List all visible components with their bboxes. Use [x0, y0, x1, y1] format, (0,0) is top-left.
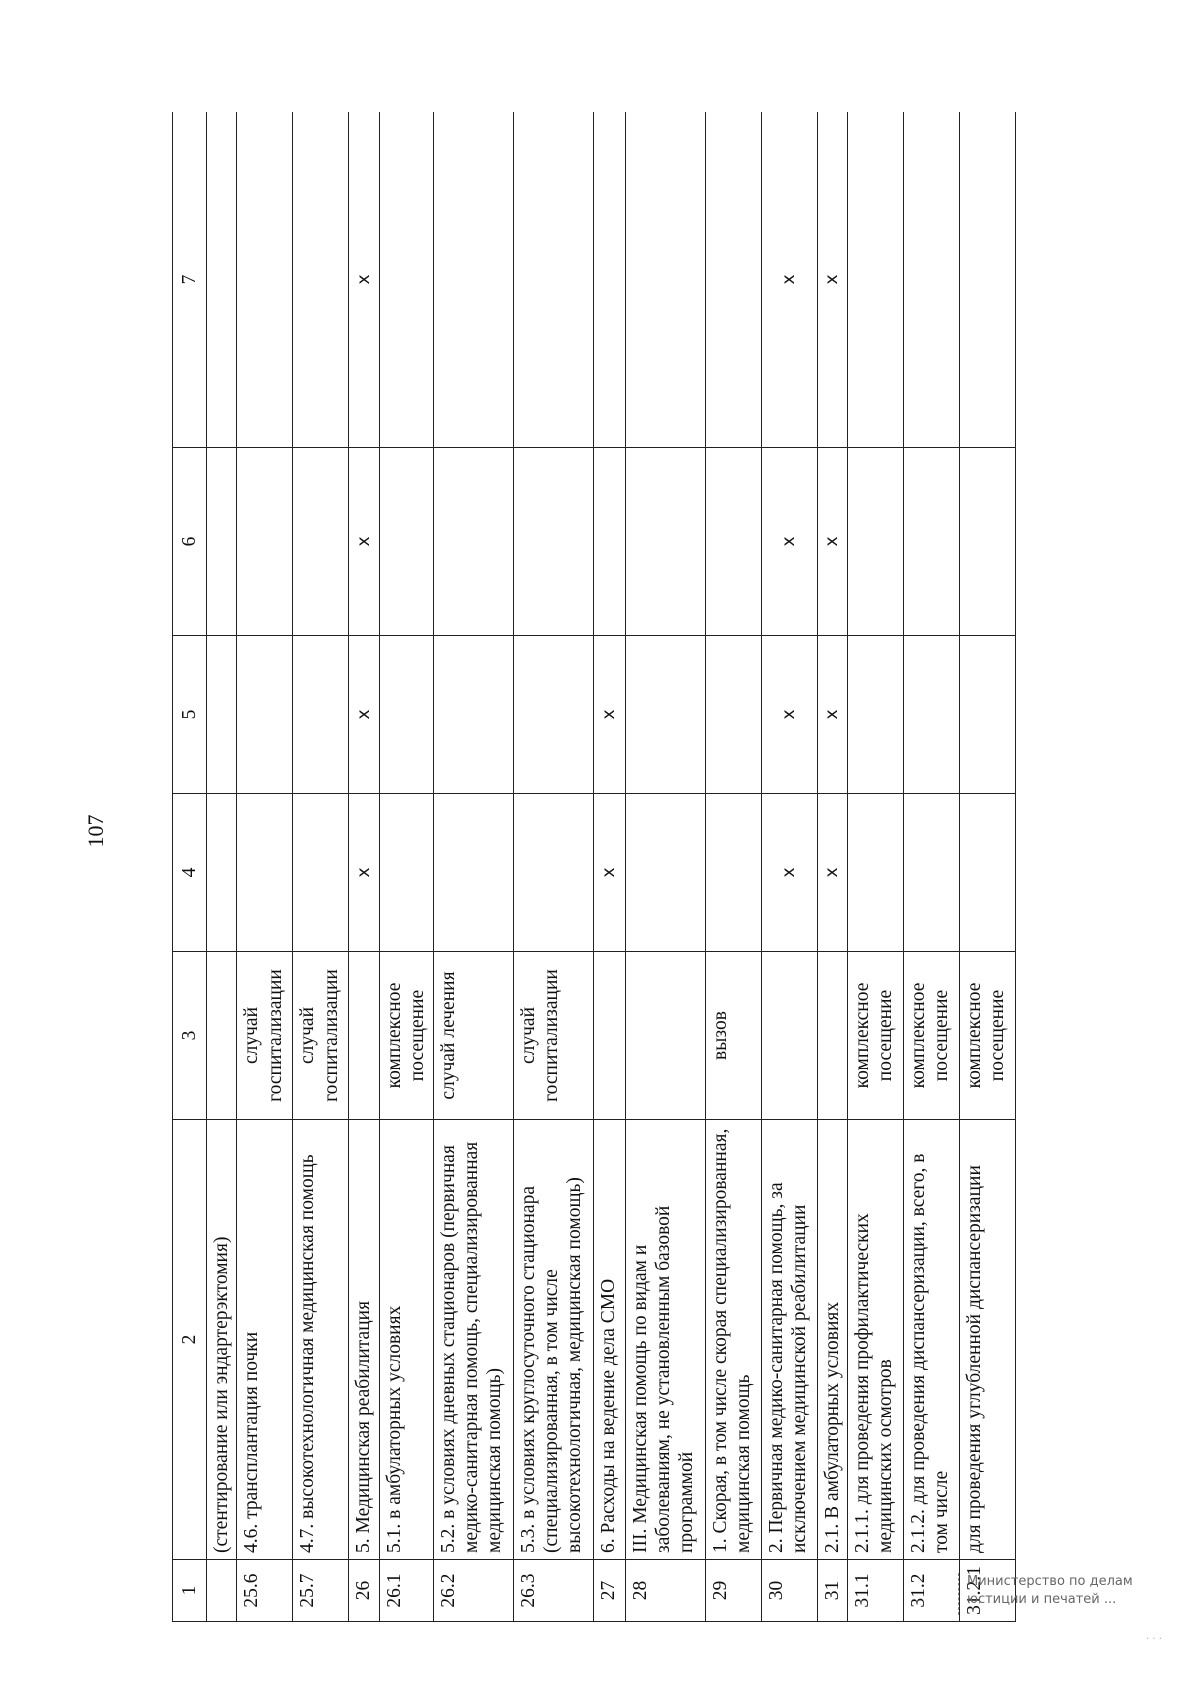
table-cell-col-5 — [433, 636, 513, 794]
table-cell-col-5: x — [349, 636, 379, 794]
table-row — [237, 112, 293, 1622]
table-cell-col-2: 1. Скорая, в том числе скорая специализированная, медицинская помощь — [705, 1120, 761, 1560]
table-cell-col-4 — [625, 794, 705, 952]
table-cell-col-5 — [705, 636, 761, 794]
table-cell-col-6 — [847, 448, 903, 636]
table-cell-col-2: 5. Медицинская реабилитация — [349, 1120, 379, 1560]
table-cell-col-6 — [237, 448, 293, 636]
table-cell-col-7 — [293, 112, 349, 448]
table-cell-col-4 — [207, 794, 237, 952]
table-cell-col-1: 31 — [817, 1560, 847, 1622]
table-cell-col-2: (стентирование или эндартерэктомия) — [207, 1120, 237, 1560]
table-cell-col-2: 2. Первичная медико-санитарная помощь, за исключением медицинской реабилитации — [761, 1120, 817, 1560]
table-cell-col-6 — [513, 448, 593, 636]
stamp-line-1: Министерство по делам — [967, 1574, 1133, 1589]
table-cell-col-6 — [959, 448, 1015, 636]
table-cell-col-2: 5.2. в условиях дневных стационаров (первичная медико-санитарная помощь, специализированная медицинская помощь) — [433, 1120, 513, 1560]
header-col-1: 1 — [173, 1560, 207, 1622]
table-cell-col-2: для проведения углубленной диспансеризации — [959, 1120, 1015, 1560]
table-cell-col-4 — [293, 794, 349, 952]
table-cell-col-4 — [847, 794, 903, 952]
table-cell-col-5 — [903, 636, 959, 794]
table-cell-col-3: комплексное посещение — [847, 952, 903, 1120]
table-cell-col-4: x — [817, 794, 847, 952]
table-row — [293, 112, 349, 1622]
table-cell-col-2: 4.6. трансплантация почки — [237, 1120, 293, 1560]
table-cell-col-5 — [237, 636, 293, 794]
header-col-6: 6 — [173, 448, 207, 636]
table-cell-col-1: 25.6 — [237, 1560, 293, 1622]
table-cell-col-4: x — [349, 794, 379, 952]
table-cell-col-4 — [903, 794, 959, 952]
table-cell-col-3 — [761, 952, 817, 1120]
table-cell-col-4 — [959, 794, 1015, 952]
page-number: 107 — [83, 814, 108, 848]
table-cell-col-1: 26.2 — [433, 1560, 513, 1622]
table-row — [379, 112, 433, 1622]
header-col-3: 3 — [173, 952, 207, 1120]
table-cell-col-7 — [625, 112, 705, 448]
table-cell-col-7: x — [817, 112, 847, 448]
table-cell-col-4 — [705, 794, 761, 952]
table-cell-col-7 — [513, 112, 593, 448]
table-cell-col-6: x — [761, 448, 817, 636]
table-cell-col-4: x — [593, 794, 625, 952]
header-col-4: 4 — [173, 794, 207, 952]
table-cell-col-3: случай госпитализации — [513, 952, 593, 1120]
table-cell-col-6 — [379, 448, 433, 636]
header-col-5: 5 — [173, 636, 207, 794]
table-cell-col-2: 2.1. В амбулаторных условиях — [817, 1120, 847, 1560]
table-cell-col-6: x — [349, 448, 379, 636]
table-cell-col-1: 29 — [705, 1560, 761, 1622]
table-cell-col-7 — [379, 112, 433, 448]
table-cell-col-7 — [903, 112, 959, 448]
table-cell-col-2: 2.1.1. для проведения профилактических медицинских осмотров — [847, 1120, 903, 1560]
table-cell-col-3: случай госпитализации — [237, 952, 293, 1120]
table-cell-col-4 — [433, 794, 513, 952]
table-cell-col-3: комплексное посещение — [959, 952, 1015, 1120]
table-cell-col-2: 6. Расходы на ведение дела СМО — [593, 1120, 625, 1560]
table-cell-col-3 — [817, 952, 847, 1120]
table-cell-col-4 — [237, 794, 293, 952]
table-cell-col-2: 4.7. высокотехнологичная медицинская помощь — [293, 1120, 349, 1560]
table-cell-col-5 — [293, 636, 349, 794]
table-cell-col-3: комплексное посещение — [903, 952, 959, 1120]
table-row — [513, 112, 593, 1622]
table-cell-col-6 — [207, 448, 237, 636]
table-row — [433, 112, 513, 1622]
table-cell-col-7 — [593, 112, 625, 448]
table-row — [903, 112, 959, 1622]
table-cell-col-1: 28 — [625, 1560, 705, 1622]
table-cell-col-7: x — [349, 112, 379, 448]
table-cell-col-3 — [593, 952, 625, 1120]
table-cell-col-3: вызов — [705, 952, 761, 1120]
table-cell-col-3 — [349, 952, 379, 1120]
table-cell-col-4: x — [761, 794, 817, 952]
table-cell-col-2: III. Медицинская помощь по видам и заболеваниям, не установленным базовой программой — [625, 1120, 705, 1560]
table-cell-col-4 — [513, 794, 593, 952]
table-row — [761, 112, 817, 1622]
table-row — [959, 112, 1015, 1622]
ministry-stamp — [958, 1573, 1179, 1615]
table-cell-col-6 — [903, 448, 959, 636]
header-col-2: 2 — [173, 1120, 207, 1560]
table-cell-col-1: 26.1 — [379, 1560, 433, 1622]
table-cell-col-6: x — [817, 448, 847, 636]
table-cell-col-1: 25.7 — [293, 1560, 349, 1622]
table-cell-col-2: 2.1.2. для проведения диспансеризации, всего, в том числе — [903, 1120, 959, 1560]
table-row — [817, 112, 847, 1622]
table-cell-col-5 — [847, 636, 903, 794]
table-cell-col-1: 27 — [593, 1560, 625, 1622]
table-cell-col-1: 31.1 — [847, 1560, 903, 1622]
table-cell-col-2: 5.3. в условиях круглосуточного стационара (специализированная, в том числе высокотехнологичная, медицинская помощь) — [513, 1120, 593, 1560]
table-cell-col-7 — [847, 112, 903, 448]
table-cell-col-5: x — [817, 636, 847, 794]
table-row — [625, 112, 705, 1622]
table-cell-col-1: 31.2.1 — [959, 1560, 1015, 1622]
table-cell-col-7: x — [761, 112, 817, 448]
table-cell-col-6 — [593, 448, 625, 636]
table-cell-col-3: случай лечения — [433, 952, 513, 1120]
table-container — [172, 112, 1072, 1622]
table-cell-col-4 — [379, 794, 433, 952]
table-cell-col-6 — [433, 448, 513, 636]
table-cell-col-5 — [207, 636, 237, 794]
table-cell-col-7 — [433, 112, 513, 448]
table-cell-col-3 — [625, 952, 705, 1120]
table-cell-col-6 — [625, 448, 705, 636]
scan-mark: . . . — [1146, 1631, 1162, 1642]
table-cell-col-7 — [207, 112, 237, 448]
table-cell-col-6 — [705, 448, 761, 636]
table-cell-col-6 — [293, 448, 349, 636]
table-cell-col-1: 26 — [349, 1560, 379, 1622]
table-cell-col-7 — [705, 112, 761, 448]
stamp-line-2: юстиции и печатей ... — [967, 1592, 1117, 1608]
table-row — [349, 112, 379, 1622]
table-cell-col-5: x — [761, 636, 817, 794]
header-row — [173, 112, 207, 1622]
table-row — [593, 112, 625, 1622]
data-table — [172, 112, 1016, 1622]
header-col-7: 7 — [173, 112, 207, 448]
table-row — [847, 112, 903, 1622]
table-cell-col-5: x — [593, 636, 625, 794]
table-cell-col-1: 31.2 — [903, 1560, 959, 1622]
table-cell-col-3 — [207, 952, 237, 1120]
table-cell-col-7 — [959, 112, 1015, 448]
table-cell-col-5 — [513, 636, 593, 794]
table-cell-col-1 — [207, 1560, 237, 1622]
table-cell-col-3: случай госпитализации — [293, 952, 349, 1120]
rotated-table-area — [172, 112, 1072, 1622]
table-cell-col-5 — [625, 636, 705, 794]
table-cell-col-5 — [959, 636, 1015, 794]
table-row — [207, 112, 237, 1622]
table-row — [705, 112, 761, 1622]
table-cell-col-2: 5.1. в амбулаторных условиях — [379, 1120, 433, 1560]
table-cell-col-5 — [379, 636, 433, 794]
table-cell-col-1: 26.3 — [513, 1560, 593, 1622]
table-cell-col-3: комплексное посещение — [379, 952, 433, 1120]
table-cell-col-7 — [237, 112, 293, 448]
table-cell-col-1: 30 — [761, 1560, 817, 1622]
